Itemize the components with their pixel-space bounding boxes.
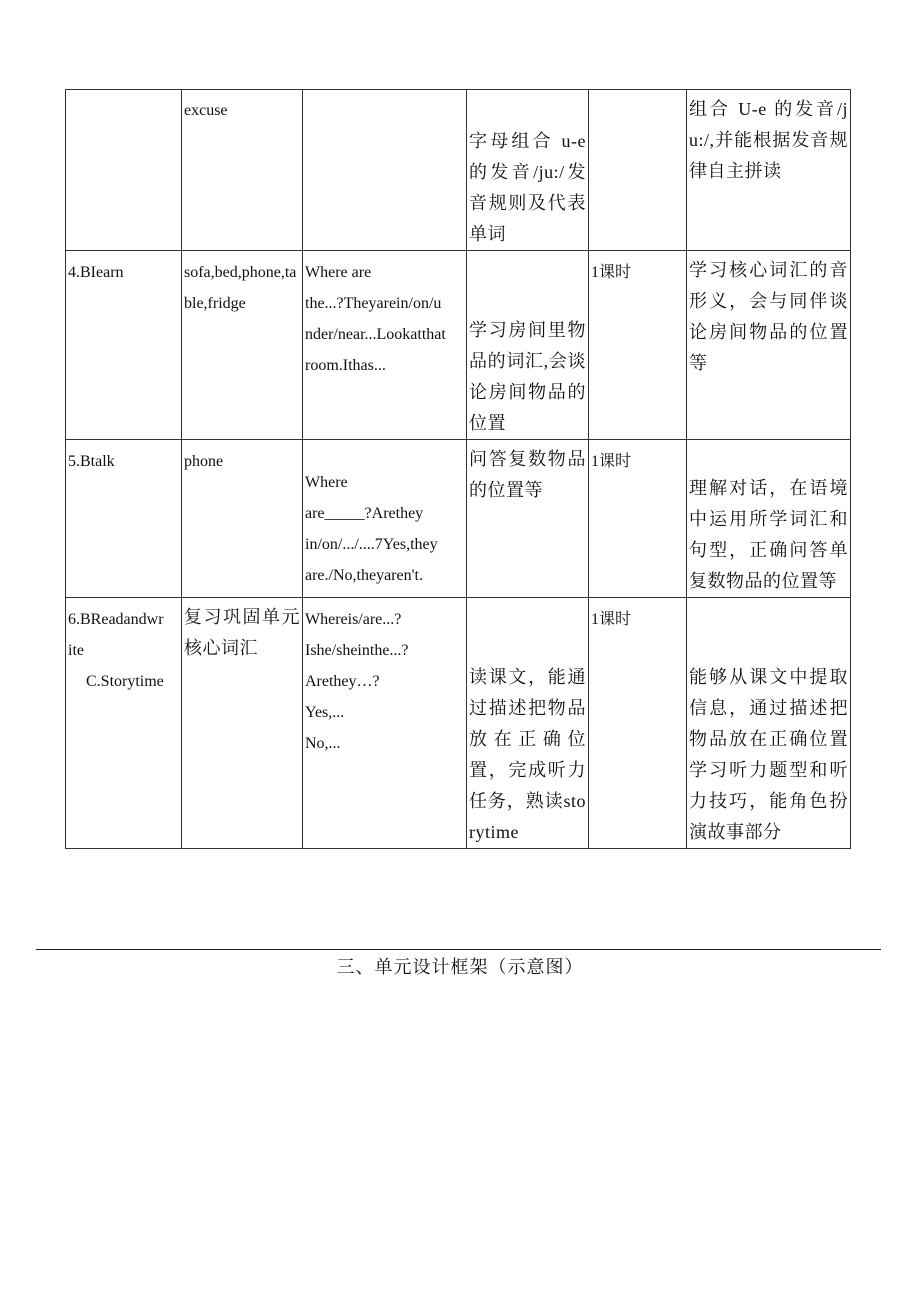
table-row	[66, 598, 851, 849]
lesson-plan-table	[65, 89, 851, 849]
lesson-cell	[66, 598, 182, 849]
hours-cell	[589, 90, 687, 251]
words-cell: sofa,bed,phone,table,fridge	[182, 251, 303, 440]
lesson-line: 6.BReadandwr	[68, 611, 164, 628]
hours-cell: 1课时	[589, 440, 687, 598]
content-cell: 字母组合 u-e 的发音/ju:/发音规则及代表单词	[467, 90, 589, 251]
sentence-line: No,...	[305, 735, 341, 752]
sentence-line: room.Ithas...	[305, 357, 386, 374]
sentence-line: Whereis/are...?	[305, 611, 402, 628]
sentence-line: Ishe/sheinthe...?	[305, 642, 409, 659]
content-cell: 读课文，能通过描述把物品放在正确位置，完成听力任务，熟读storytime	[467, 598, 589, 849]
table-row	[66, 90, 851, 251]
words-cell: excuse	[182, 90, 303, 251]
goal-cell: 理解对话，在语境中运用所学词汇和句型，正确问答单复数物品的位置等	[687, 440, 851, 598]
sentence-line: Yes,...	[305, 704, 345, 721]
table-row	[66, 251, 851, 440]
lesson-cell: 5.Btalk	[66, 440, 182, 598]
lesson-line: ite	[68, 642, 84, 659]
sentences-cell	[303, 440, 467, 598]
words-cell: 复习巩固单元核心词汇	[182, 598, 303, 849]
section-title: 三、单元设计框架（示意图）	[336, 957, 584, 977]
lesson-cell: 4.BIearn	[66, 251, 182, 440]
sentence-line: nder/near...Lookatthat	[305, 326, 446, 343]
lesson-line: C.Storytime	[86, 673, 164, 690]
goal-cell: 组合 U-e 的发音/ju:/,并能根据发音规律自主拼读	[687, 90, 851, 251]
content-cell: 学习房间里物品的词汇,会谈论房间物品的位置	[467, 251, 589, 440]
sentence-line: are_____?Arethey	[305, 505, 424, 522]
words-cell: phone	[182, 440, 303, 598]
goal-cell: 学习核心词汇的音形义，会与同伴谈论房间物品的位置等	[687, 251, 851, 440]
sentences-cell	[303, 90, 467, 251]
sentence-line: Arethey…?	[305, 673, 380, 690]
lesson-cell	[66, 90, 182, 251]
table-row	[66, 440, 851, 598]
section-divider	[36, 949, 881, 950]
sentence-line: Where are	[305, 264, 372, 281]
sentence-line: are./No,theyaren't.	[305, 567, 423, 584]
goal-cell: 能够从课文中提取信息，通过描述把物品放在正确位置学习听力题型和听力技巧，能角色扮演故事部分	[687, 598, 851, 849]
sentence-line: Where	[305, 474, 348, 491]
sentences-cell	[303, 598, 467, 849]
hours-cell: 1课时	[589, 251, 687, 440]
sentence-line: in/on/.../....7Yes,they	[305, 536, 438, 553]
hours-cell: 1课时	[589, 598, 687, 849]
sentences-cell	[303, 251, 467, 440]
content-cell: 问答复数物品的位置等	[467, 440, 589, 598]
sentence-line: the...?Theyarein/on/u	[305, 295, 442, 312]
